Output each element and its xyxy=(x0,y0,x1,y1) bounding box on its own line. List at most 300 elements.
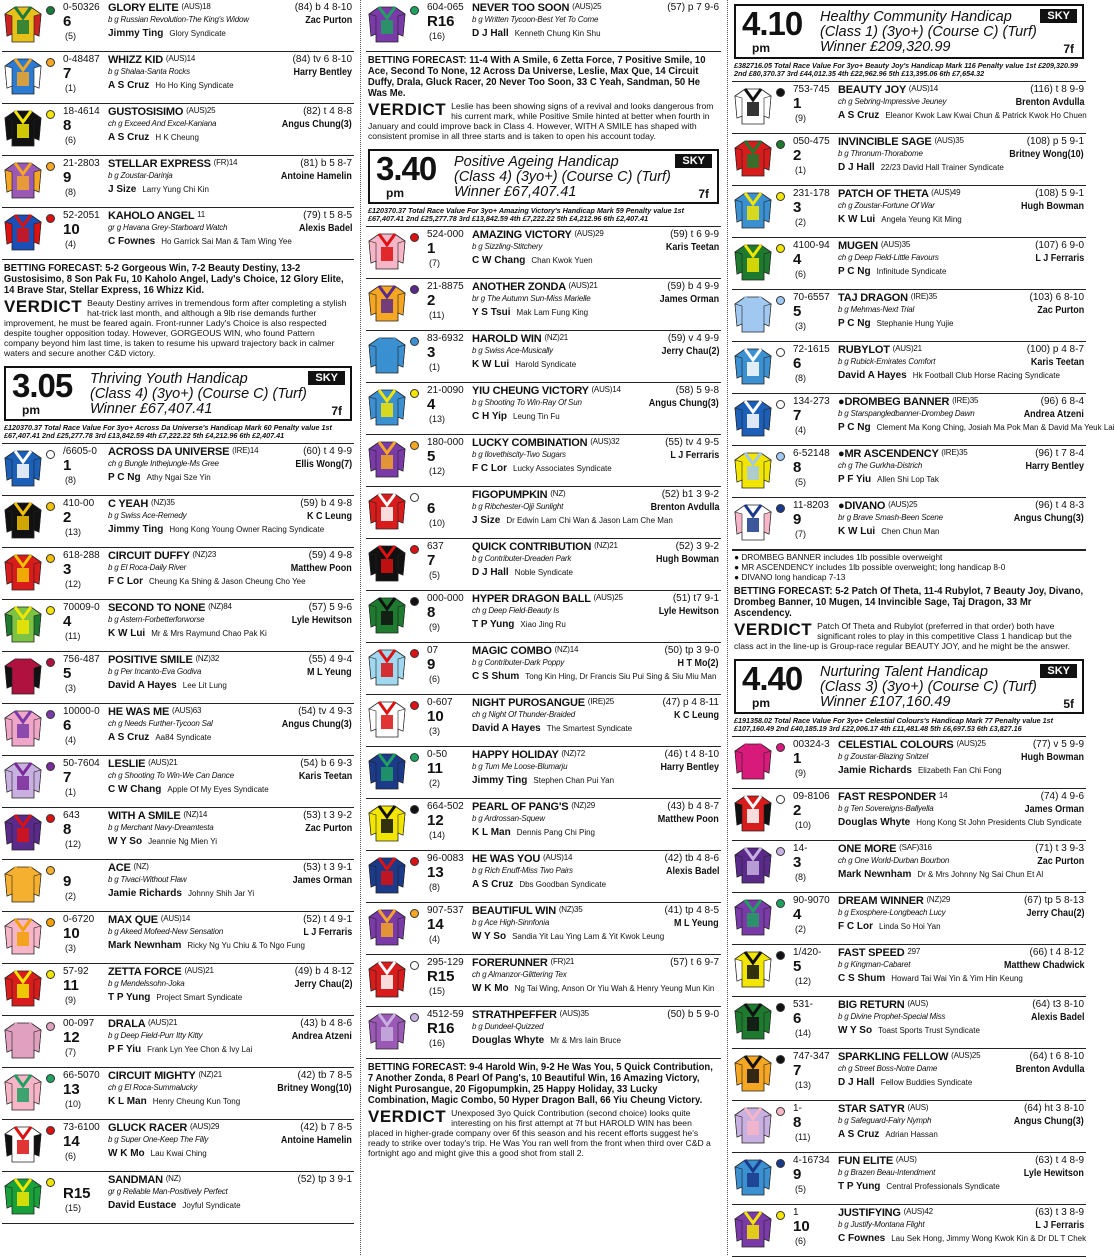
form-figures: 70-6557 xyxy=(793,292,830,303)
breeding: b g Dundeel-Quizzed xyxy=(472,1022,544,1031)
rating: (59) xyxy=(667,333,686,344)
breeding: b g Contributer-Dreaden Park xyxy=(472,554,572,563)
jockey-name: P C Ng xyxy=(838,422,871,433)
headgear-age: b 7 xyxy=(320,1122,335,1133)
breeding: b g Divine Prophet-Special Miss xyxy=(838,1012,946,1021)
owner: 22/23 David Hall Trainer Syndicate xyxy=(880,163,1004,172)
horse-nationality: (AUS) xyxy=(160,914,182,923)
draw: (10) xyxy=(429,518,446,528)
jockey xyxy=(472,463,612,474)
draw: (1) xyxy=(65,83,76,93)
cap-badge-icon xyxy=(46,918,55,927)
jockey xyxy=(472,723,632,734)
horse-nationality: (NZ) xyxy=(594,541,610,550)
rating-weight xyxy=(1030,947,1085,958)
race-winner-prize: Winner £67,407.41 xyxy=(90,401,213,417)
horse-name-text: INVINCIBLE SAGE xyxy=(838,136,932,148)
draw: (14) xyxy=(795,1028,812,1038)
horse-name-text: MAX QUE xyxy=(108,914,158,926)
horse-nationality: (NZ) xyxy=(165,1174,181,1183)
race-header xyxy=(2,366,354,444)
breeding: br g Brave Smash-Been Scene xyxy=(838,513,943,522)
horse-name xyxy=(108,862,149,874)
horse-nationality: (AUS) xyxy=(189,1122,211,1131)
runner-row xyxy=(732,1153,1086,1205)
horse-name xyxy=(472,749,585,761)
jockey-name: Jimmy Ting xyxy=(472,775,528,786)
form-figures: 753-745 xyxy=(793,84,830,95)
rating-weight xyxy=(670,229,719,240)
jockey-name: W Y So xyxy=(838,1025,873,1036)
breeding: b g Thronum-Thorabome xyxy=(838,149,923,158)
horse-name xyxy=(108,1174,181,1186)
days-since-run: 21 xyxy=(205,966,214,975)
race-time: 3.40 xyxy=(376,150,437,187)
breeding: b g Contributer-Dark Poppy xyxy=(472,658,565,667)
owner: Henry Cheung Kun Tong xyxy=(152,1097,241,1106)
column-divider xyxy=(360,0,361,1255)
runner-row xyxy=(732,841,1086,893)
days-since-run: 32 xyxy=(611,437,620,446)
horse-name-text: KAHOLO ANGEL xyxy=(108,210,195,222)
form-figures: 52-2051 xyxy=(63,210,100,221)
horse-nationality: (AUS) xyxy=(165,54,187,63)
draw: (4) xyxy=(429,934,440,944)
form-figures: 637 xyxy=(427,541,444,552)
jockey xyxy=(108,1044,252,1055)
headgear-age: t 6 xyxy=(690,957,702,968)
tv-channel-badge: SKY xyxy=(1040,664,1077,678)
horse-name xyxy=(108,1018,177,1030)
horse-name xyxy=(108,706,201,718)
rating: (52) xyxy=(303,914,321,925)
horse-name xyxy=(108,654,219,666)
saddle-number: 7 xyxy=(427,552,436,569)
headgear-age: tp 3 xyxy=(685,645,702,656)
jockey-silk-icon xyxy=(733,1105,773,1145)
draw: (6) xyxy=(795,269,806,279)
trainer: Karis Teetan xyxy=(665,242,719,253)
rating: (52) xyxy=(661,489,680,500)
horse-name-text: MAGIC COMBO xyxy=(472,645,552,657)
horse-nationality: (AUS) xyxy=(956,739,978,748)
saddle-number: 13 xyxy=(427,864,444,881)
owner: Harold Syndicate xyxy=(515,360,577,369)
form-figures: 21-0090 xyxy=(427,385,464,396)
horse-nationality: (IRE) xyxy=(232,446,250,455)
horse-name-text: GUSTOSISIMO xyxy=(108,106,184,118)
horse-nationality: (AUS) xyxy=(568,281,590,290)
jockey-silk-icon xyxy=(733,1001,773,1041)
jockey xyxy=(838,1077,972,1088)
jockey xyxy=(838,526,939,537)
jockey-name: K W Lui xyxy=(472,359,510,370)
trainer: L J Ferraris xyxy=(1035,253,1084,264)
days-since-run: 21 xyxy=(213,1070,223,1079)
weight: 9-2 xyxy=(704,489,719,500)
runner-row xyxy=(732,945,1086,997)
runner-row xyxy=(732,498,1086,550)
form-figures: 6-52148 xyxy=(793,448,830,459)
owner: Dr Edwin Lam Chi Wan & Jason Lam Che Man xyxy=(506,516,673,525)
rating-weight xyxy=(309,654,352,665)
headgear-age: b 5 xyxy=(687,1009,702,1020)
rating-weight xyxy=(1027,136,1084,147)
race-title-box xyxy=(368,149,719,204)
race-time: 4.40 xyxy=(742,660,803,697)
days-since-run: 14 xyxy=(612,385,621,394)
saddle-number: 4 xyxy=(63,613,72,630)
horse-name xyxy=(472,489,565,501)
draw: (11) xyxy=(429,310,445,320)
saddle-number: 5 xyxy=(427,448,436,465)
horse-name xyxy=(838,240,910,252)
saddle-number: 7 xyxy=(793,1062,802,1079)
rating-weight xyxy=(1041,791,1084,802)
cap-badge-icon xyxy=(46,58,55,67)
cap-badge-icon xyxy=(46,866,55,875)
horse-nationality: (AUS) xyxy=(931,188,952,197)
draw: (3) xyxy=(429,726,440,736)
form-figures: 1/420- xyxy=(793,947,822,958)
weight: 9-9 xyxy=(1069,84,1084,95)
draw: (5) xyxy=(65,31,76,41)
horse-nationality: (AUS) xyxy=(934,136,956,145)
owner: Hong Kong St John Presidents Club Syndicate xyxy=(916,818,1082,827)
jockey-silk-icon xyxy=(3,968,43,1008)
saddle-number: 3 xyxy=(63,561,72,578)
days-since-run: 21 xyxy=(913,344,922,353)
cap-badge-icon xyxy=(46,110,55,119)
horse-name-text: NIGHT PUROSANGUE xyxy=(472,697,585,709)
weight: 9-4 xyxy=(337,654,352,665)
breeding: b g Tivaci-Without Flaw xyxy=(108,875,187,884)
days-since-run: 14 xyxy=(249,446,259,455)
jockey-name: Jamie Richards xyxy=(838,765,912,776)
horse-name xyxy=(472,281,598,293)
cap-badge-icon xyxy=(410,545,419,554)
horse-nationality: (AUS) xyxy=(903,1207,925,1216)
jockey xyxy=(838,318,953,329)
horse-name-text: POSITIVE SMILE xyxy=(108,654,193,666)
saddle-number: 2 xyxy=(427,292,436,309)
rating-weight xyxy=(662,489,719,500)
jockey xyxy=(472,671,716,682)
jockey-silk-icon xyxy=(3,552,43,592)
rating: (103) xyxy=(1029,292,1053,303)
jockey-name: A S Cruz xyxy=(472,879,514,890)
breeding: b g Brazen Beau-Intendment xyxy=(838,1168,936,1177)
jockey-name: F C Lor xyxy=(838,921,873,932)
saddle-number: 8 xyxy=(427,604,436,621)
form-figures: 18-4614 xyxy=(63,106,100,117)
owner: Dbs Goodban Syndicate xyxy=(519,880,607,889)
horse-name xyxy=(108,106,215,118)
jockey-name: K W Lui xyxy=(108,628,146,639)
column-divider xyxy=(727,0,728,1255)
jockey xyxy=(472,983,714,994)
rating-weight xyxy=(303,914,352,925)
prize-breakdown: £191358.02 Total Race Value For 3yo+ Celestial Colours's Handicap Mark 77 Penalty value 1st £107,160.49 2nd £40,185.19 3rd £22,006.17 4th £11,481.48 5th £6,697.53 6th £3,827.16 xyxy=(732,714,1086,737)
breeding: b g Zoustar-Blazing Snitzel xyxy=(838,752,929,761)
horse-nationality: (IRE) xyxy=(952,396,970,405)
breeding: gr g Havana Grey-Starboard Watch xyxy=(108,223,228,232)
jockey xyxy=(108,888,254,899)
rating: (74) xyxy=(1040,791,1059,802)
runner-row xyxy=(2,208,354,260)
cap-badge-icon xyxy=(410,389,419,398)
runner-row xyxy=(2,704,354,756)
owner: Allen Shi Lop Tak xyxy=(877,475,939,484)
runner-row xyxy=(732,238,1086,290)
trainer: Zac Purton xyxy=(304,823,352,834)
jockey xyxy=(838,1233,1086,1244)
owner: Eleanor Kwok Law Kwai Chun & Patrick Kwok Ho Chuen xyxy=(885,111,1087,120)
horse-name xyxy=(108,550,216,562)
form-figures: 643 xyxy=(63,810,80,821)
rating: (71) xyxy=(1035,843,1053,854)
horse-name xyxy=(472,801,595,813)
weight: 9-9 xyxy=(1069,739,1084,750)
draw: (7) xyxy=(65,1047,76,1057)
breeding: ch g Shooting To Win-We Can Dance xyxy=(108,771,234,780)
trainer: Angus Chung(3) xyxy=(282,119,352,130)
days-since-run: 21 xyxy=(168,758,178,767)
cap-badge-icon xyxy=(46,6,55,15)
owner: Chen Chun Man xyxy=(881,527,940,536)
race-conditions: (Class 1) (3yo+) (Course C) (Turf) xyxy=(820,24,1037,40)
horse-name xyxy=(108,914,190,926)
jockey-silk-icon xyxy=(3,1124,43,1164)
headgear-age: b 4 xyxy=(320,498,335,509)
jockey-name: D J Hall xyxy=(472,28,509,39)
owner: Aa84 Syndicate xyxy=(155,733,212,742)
draw: (9) xyxy=(65,995,76,1005)
jockey-name: David A Hayes xyxy=(108,680,177,691)
runner-row xyxy=(366,955,721,1007)
weight: 9-8 xyxy=(337,550,352,561)
weight: 9-9 xyxy=(704,281,719,292)
jockey xyxy=(108,236,292,247)
weight: 8-10 xyxy=(1063,999,1084,1010)
horse-name xyxy=(472,437,620,449)
jockey xyxy=(108,1096,240,1107)
runner-row xyxy=(732,737,1086,789)
draw: (10) xyxy=(65,1099,82,1109)
runner-row xyxy=(2,600,354,652)
draw: (7) xyxy=(429,258,440,268)
form-figures: 4-16734 xyxy=(793,1155,830,1166)
headgear-age: t 7 xyxy=(1055,448,1067,459)
horse-nationality: (AUS) xyxy=(172,706,193,715)
runner-row xyxy=(366,487,721,539)
form-figures: 83-6932 xyxy=(427,333,464,344)
horse-name xyxy=(472,333,568,345)
horse-name-text: ●DIVANO xyxy=(838,500,886,512)
rating-weight xyxy=(303,210,352,221)
race-winner-prize: Winner £209,320.99 xyxy=(820,39,951,55)
rating: (53) xyxy=(303,810,321,821)
draw: (13) xyxy=(795,1080,812,1090)
headgear-age: t 5 xyxy=(323,210,335,221)
jockey xyxy=(838,162,1004,173)
draw: (11) xyxy=(65,631,81,641)
horse-name-text: C YEAH xyxy=(108,498,149,510)
breeding: b g Astern-Forbetterforworse xyxy=(108,615,205,624)
form-figures: 000-000 xyxy=(427,593,464,604)
jockey xyxy=(838,474,939,485)
runner-row xyxy=(366,643,721,695)
trainer: Hugh Bowman xyxy=(1021,201,1084,212)
breeding: b g Merchant Navy-Dreamtesta xyxy=(108,823,214,832)
owner: Lau Kwai Ching xyxy=(150,1149,207,1158)
draw: (8) xyxy=(65,475,76,485)
jockey-silk-icon xyxy=(367,491,407,531)
owner: Ho Garrick Sai Man & Tam Wing Yee xyxy=(161,237,292,246)
cap-badge-icon xyxy=(776,1055,785,1064)
betting-forecast: BETTING FORECAST: 5-2 Patch Of Theta, 11-4 Rubylot, 7 Beauty Joy, Divano, Drombeg Banner, 10 Mugen, 14 Invincible Sage, Taj Dragon, 33 Mr Ascendency. xyxy=(733,586,1084,619)
headgear-age: v 4 xyxy=(688,333,702,344)
weight: 9-1 xyxy=(1069,188,1084,199)
rating-weight xyxy=(665,853,720,864)
jockey xyxy=(108,1200,241,1211)
saddle-number: 2 xyxy=(63,509,72,526)
trainer: Angus Chung(3) xyxy=(1014,1116,1084,1127)
owner: Kenneth Chung Kin Shu xyxy=(514,29,601,38)
horse-name xyxy=(472,593,623,605)
headgear-age: 4 xyxy=(329,654,335,665)
cap-badge-icon xyxy=(776,504,785,513)
horse-name xyxy=(838,999,928,1011)
rating: (67) xyxy=(1023,895,1042,906)
rating-weight xyxy=(1041,396,1084,407)
form-figures: 0-50326 xyxy=(63,2,100,13)
weight: 9-2 xyxy=(337,810,352,821)
saddle-number: 4 xyxy=(427,396,436,413)
headgear-age: 6 xyxy=(1061,240,1067,251)
days-since-run: 35 xyxy=(928,292,937,301)
trainer: Harry Bentley xyxy=(1025,461,1084,472)
cap-badge-icon xyxy=(776,244,785,253)
weight: 8-10 xyxy=(331,54,352,65)
breeding: b g Shooting To Win-Ray Of Sun xyxy=(472,398,582,407)
owner: Noble Syndicate xyxy=(514,568,573,577)
jockey-name: C S Shum xyxy=(838,973,886,984)
cap-badge-icon xyxy=(46,450,55,459)
breeding: b g Shalaa-Santa Rocks xyxy=(108,67,190,76)
rating-weight xyxy=(676,385,719,396)
horse-name xyxy=(472,1009,589,1021)
horse-name-text: PATCH OF THETA xyxy=(838,188,929,200)
days-since-run: 25 xyxy=(605,697,614,706)
horse-nationality: (IRE) xyxy=(587,697,606,706)
weight: 9-1 xyxy=(337,1174,352,1185)
draw: (16) xyxy=(429,31,446,41)
form-figures: 295-129 xyxy=(427,957,464,968)
jockey-name: C W Chang xyxy=(472,255,526,266)
jockey xyxy=(108,472,211,483)
jockey xyxy=(108,524,324,535)
weight: 8-5 xyxy=(337,1122,352,1133)
headgear-age: t 4 xyxy=(323,106,335,117)
jockey-silk-icon xyxy=(733,450,773,490)
jockey-silk-icon xyxy=(733,793,773,833)
form-figures: 72-1615 xyxy=(793,344,830,355)
jockey xyxy=(108,184,209,195)
form-figures: 531- xyxy=(793,999,814,1010)
saddle-number: 1 xyxy=(793,95,802,112)
weight: 9-8 xyxy=(337,498,352,509)
horse-name-text: QUICK CONTRIBUTION xyxy=(472,541,592,553)
form-figures: 134-273 xyxy=(793,396,830,407)
horse-name xyxy=(838,84,938,96)
jockey-silk-icon xyxy=(367,387,407,427)
horse-nationality: (FR) xyxy=(213,158,229,167)
breeding: b g Rubick-Emirates Comfort xyxy=(838,357,936,366)
saddle-number: 9 xyxy=(63,873,72,890)
horse-name-text: WHIZZ KID xyxy=(108,54,164,66)
headgear-age: t 3 xyxy=(1055,843,1067,854)
trainer: Harry Bentley xyxy=(293,67,352,78)
days-since-run: 14 xyxy=(563,853,573,862)
race-header xyxy=(732,659,1086,737)
jockey xyxy=(108,1148,207,1159)
jockey xyxy=(472,775,614,786)
weight: 8-6 xyxy=(337,1018,352,1029)
owner: Lee Lit Lung xyxy=(182,681,227,690)
rating-weight xyxy=(303,810,352,821)
jockey xyxy=(838,1025,980,1036)
headgear-age: ht 3 xyxy=(1044,1103,1062,1114)
race-pm: pm xyxy=(386,186,404,200)
horse-name-text: ●DROMBEG BANNER xyxy=(838,396,950,408)
horse-name-text: ACROSS DA UNIVERSE xyxy=(108,446,230,458)
breeding: b g Ten Sovereigns-Ballyella xyxy=(838,804,934,813)
saddle-number: 5 xyxy=(793,303,802,320)
breeding: b g Super One-Keep The Filly xyxy=(108,1135,209,1144)
days-since-run: 35 xyxy=(166,498,175,507)
headgear-age: p 7 xyxy=(687,2,702,13)
verdict xyxy=(366,99,721,145)
jockey xyxy=(472,1035,621,1046)
jockey xyxy=(472,931,664,942)
jockey xyxy=(108,576,306,587)
owner: Larry Yung Chi Kin xyxy=(142,185,209,194)
horse-name-text: ANOTHER ZONDA xyxy=(472,281,566,293)
horse-name xyxy=(472,853,572,865)
horse-name xyxy=(838,1207,933,1219)
owner: Ho Ho King Syndicate xyxy=(155,81,234,90)
horse-name xyxy=(108,446,258,458)
trainer: H T Mo(2) xyxy=(678,658,719,669)
jockey xyxy=(838,110,1087,121)
trainer: Brenton Avdulla xyxy=(1015,97,1084,108)
owner: Clement Ma Kong Ching, Josiah Ma Pok Man & David Ma Yeuk Lai xyxy=(876,423,1115,432)
form-figures: 73-6100 xyxy=(63,1122,100,1133)
trainer: Andrea Atzeni xyxy=(1023,409,1084,420)
cap-badge-icon xyxy=(410,909,419,918)
headgear-age: b 4 xyxy=(315,966,330,977)
runner-row xyxy=(2,52,354,104)
headgear-age: b 4 xyxy=(687,281,702,292)
form-figures: 66-5070 xyxy=(63,1070,100,1081)
headgear-age: 5 xyxy=(1061,188,1067,199)
horse-name-text: ●MR ASCENDENCY xyxy=(838,448,939,460)
jockey-silk-icon xyxy=(367,335,407,375)
runner-row xyxy=(2,1120,354,1172)
jockey-silk-icon xyxy=(733,502,773,542)
horse-name xyxy=(108,1122,219,1134)
